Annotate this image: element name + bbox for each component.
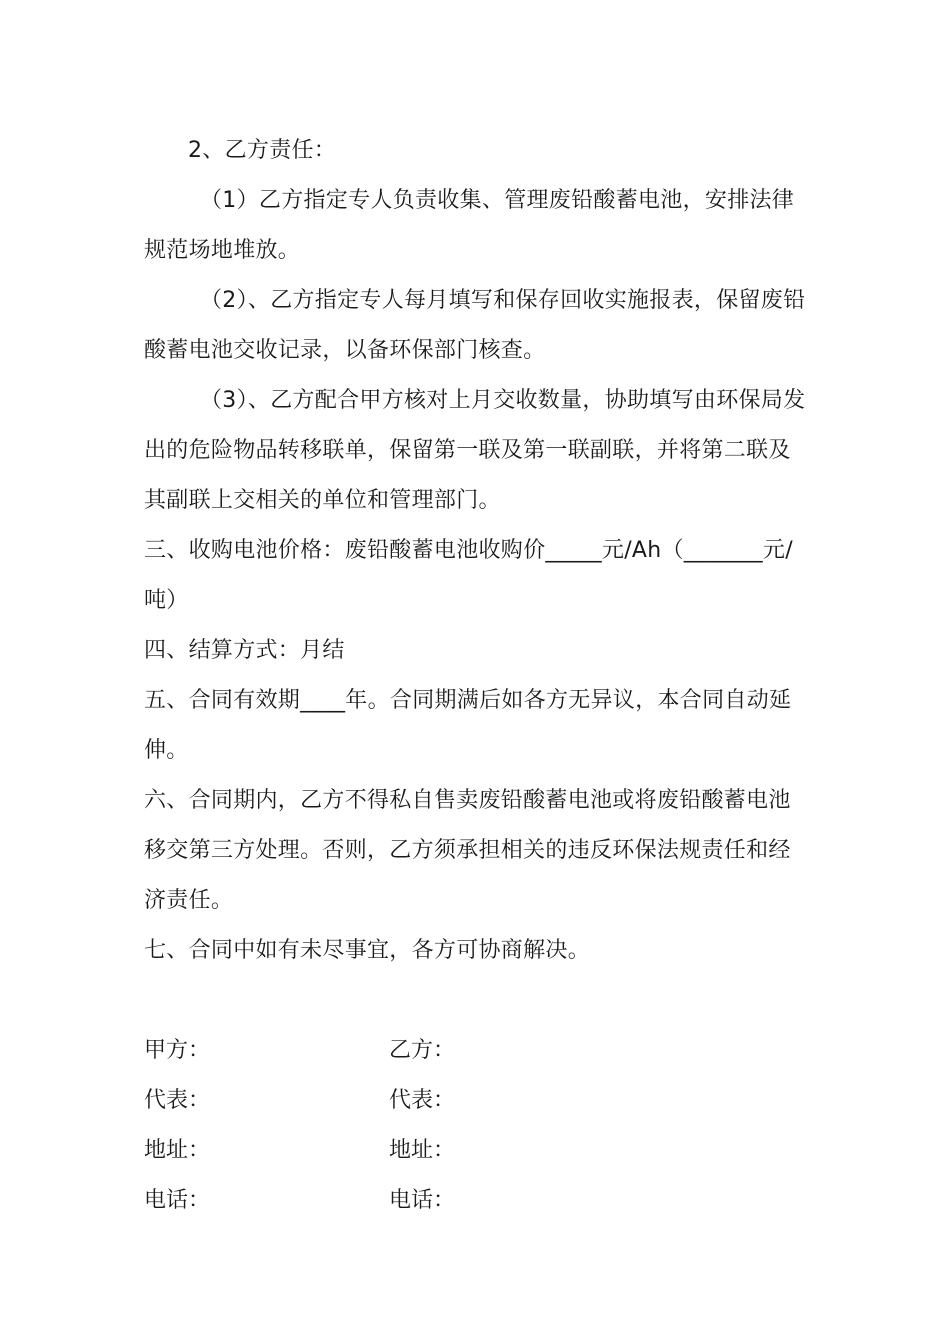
party-b-address-label: 地址： bbox=[389, 1138, 456, 1163]
section-heading-party-b-duties: 2、乙方责任： bbox=[188, 138, 337, 163]
party-b-phone-label: 电话： bbox=[389, 1188, 456, 1213]
duty-item-2: （2）、乙方指定专人每月填写和保存回收实施报表，保留废铅酸蓄电池交收记录，以备环保部门核查。 bbox=[144, 288, 806, 363]
signature-block bbox=[144, 1026, 809, 1226]
signature-row-representative bbox=[144, 1076, 809, 1126]
clause-settlement: 四、结算方式：月结 bbox=[144, 638, 345, 663]
contract-body bbox=[144, 126, 809, 1226]
signature-row-party bbox=[144, 1026, 809, 1076]
clause-restriction: 六、合同期内，乙方不得私自售卖废铅酸蓄电池或将废铅酸蓄电池移交第三方处理。否则，乙方须承担相关的违反环保法规责任和经济责任。 bbox=[144, 788, 791, 913]
signature-row-address bbox=[144, 1126, 809, 1176]
duty-item-1: （1）乙方指定专人负责收集、管理废铅酸蓄电池，安排法律规范场地堆放。 bbox=[144, 188, 795, 263]
party-b-representative-label: 代表： bbox=[389, 1088, 456, 1113]
clause-validity: 五、合同有效期____年。合同期满后如各方无异议，本合同自动延伸。 bbox=[144, 688, 792, 763]
clause-negotiation: 七、合同中如有未尽事宜，各方可协商解决。 bbox=[144, 938, 591, 963]
clause-price: 三、收购电池价格：废铅酸蓄电池收购价_____元/Ah（_______元/吨） bbox=[144, 538, 793, 613]
signature-row-phone bbox=[144, 1176, 809, 1226]
party-a-address-label: 地址： bbox=[144, 1138, 211, 1163]
party-a-phone-label: 电话： bbox=[144, 1188, 211, 1213]
party-a-representative-label: 代表： bbox=[144, 1088, 211, 1113]
party-b-label: 乙方： bbox=[389, 1038, 456, 1063]
duty-item-3: （3）、乙方配合甲方核对上月交收数量，协助填写由环保局发出的危险物品转移联单，保留第一联及第一联副联，并将第二联及其副联上交相关的单位和管理部门。 bbox=[144, 388, 806, 513]
party-a-label: 甲方： bbox=[144, 1038, 211, 1063]
